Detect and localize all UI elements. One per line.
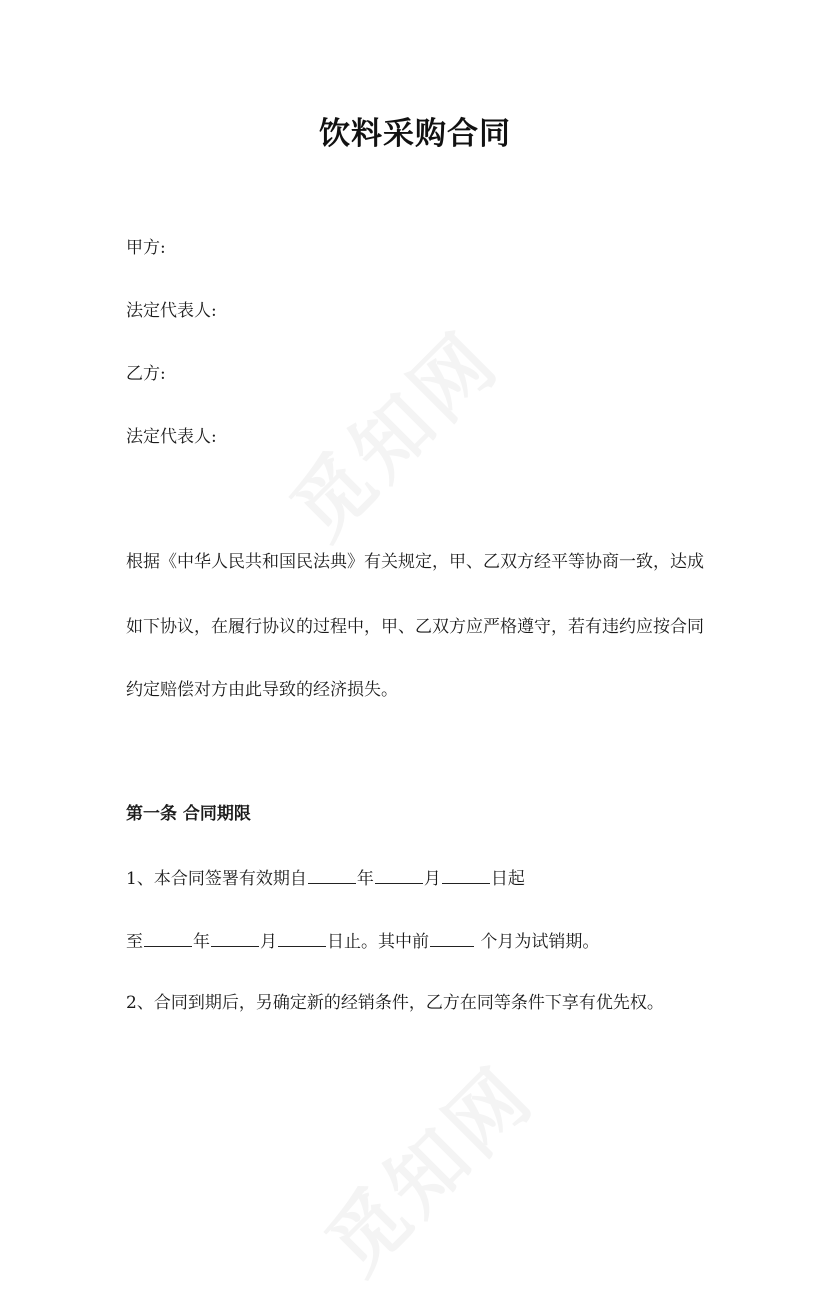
day-from-blank: [442, 865, 490, 884]
day-to-blank: [278, 928, 326, 947]
trial-period-label: 个月为试销期。: [475, 932, 600, 952]
party-a-label: 甲方:: [126, 238, 166, 258]
trial-months-blank: [430, 928, 474, 947]
year-label: 年: [193, 932, 210, 952]
month-label: 月: [260, 932, 277, 952]
preamble-line-3: 约定赔偿对方由此导致的经济损失。: [126, 680, 398, 700]
day-from-label: 日起: [490, 869, 525, 889]
month-label: 月: [423, 869, 441, 889]
document-title: 饮料采购合同: [319, 116, 511, 152]
watermark: [297, 1037, 554, 1294]
month-to-blank: [211, 928, 259, 947]
preamble-line-2: 如下协议，在履行协议的过程中，甲、乙双方应严格遵守，若有违约应按合同: [126, 617, 704, 637]
party-b-representative-label: 法定代表人:: [126, 427, 217, 447]
year-from-blank: [308, 865, 356, 884]
article-1-heading: 第一条 合同期限: [126, 804, 251, 824]
day-to-label: 日止。其中前: [327, 932, 429, 952]
clause-1-text: 1、本合同签署有效期自: [126, 869, 307, 889]
party-b-label: 乙方:: [126, 364, 166, 384]
preamble-line-1: 根据《中华人民共和国民法典》有关规定，甲、乙双方经平等协商一致，达成: [126, 552, 704, 572]
to-label: 至: [126, 932, 143, 952]
year-label: 年: [356, 869, 374, 889]
year-to-blank: [144, 928, 192, 947]
article-1-clause-1-line-1: [126, 865, 525, 891]
month-from-blank: [375, 865, 423, 884]
watermark: [262, 302, 519, 559]
party-a-representative-label: 法定代表人:: [126, 301, 217, 321]
article-1-clause-2: 2、合同到期后，另确定新的经销条件，乙方在同等条件下享有优先权。: [126, 993, 664, 1013]
article-1-clause-1-line-2: [126, 928, 599, 954]
